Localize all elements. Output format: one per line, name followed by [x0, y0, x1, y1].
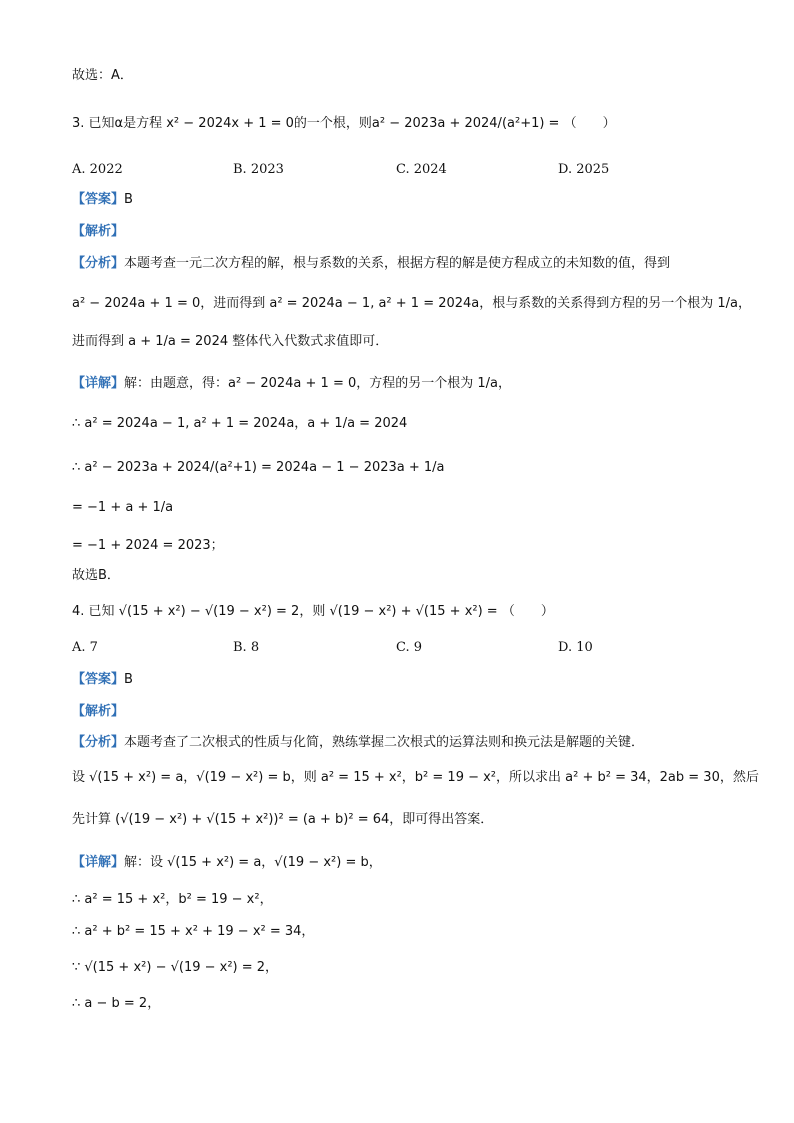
q3-detail-4: = −1 + a + 1/a — [72, 500, 174, 515]
q4-option-b: B. 8 — [233, 640, 260, 655]
q3-detail-3: ∴ a² − 2023a + 2024/(a²+1) = 2024a − 1 − 2023a + 1/a — [72, 460, 445, 475]
q3-fenxi-1 — [72, 254, 670, 274]
q3-stem: 3. 已知α是方程 x² − 2024x + 1 = 0的一个根，则a² − 2023a + 2024/(a²+1) = （ ） — [72, 116, 616, 131]
q3-fenxi-text-1: 本题考查一元二次方程的解，根与系数的关系，根据方程的解是使方程成立的未知数的值，得到 — [124, 256, 671, 271]
q3-answer-value: B — [124, 192, 133, 207]
q4-option-d: D. 10 — [558, 640, 593, 655]
q3-analysis-tag: 【解析】 — [72, 224, 125, 239]
q4-analysis-tag: 【解析】 — [72, 704, 125, 719]
q4-fenxi-2: 设 √(15 + x²) = a，√(19 − x²) = b，则 a² = 15 + x²，b² = 19 − x²，所以求出 a² + b² = 34，2ab = 30，然后 — [72, 770, 759, 785]
q3-answer-tag: 【答案】 — [72, 192, 125, 207]
q2-conclusion: 故选：A． — [72, 68, 133, 83]
q3-conclusion: 故选B． — [72, 568, 120, 583]
q4-detail-1 — [72, 853, 382, 873]
q4-option-a: A. 7 — [72, 640, 98, 655]
q4-fenxi-3: 先计算 (√(19 − x²) + √(15 + x²))² = (a + b)² = 64，即可得出答案． — [72, 812, 494, 827]
q4-answer-value: B — [124, 672, 133, 687]
q4-fenxi-tag: 【分析】 — [72, 735, 125, 750]
q3-answer-line — [72, 190, 133, 210]
q3-fenxi-tag: 【分析】 — [72, 256, 125, 271]
q3-detail-1 — [72, 374, 511, 394]
q4-answer-line — [72, 670, 133, 690]
q3-fenxi-3: 进而得到 a + 1/a = 2024 整体代入代数式求值即可． — [72, 334, 389, 349]
q4-stem: 4. 已知 √(15 + x²) − √(19 − x²) = 2，则 √(19 − x²) + √(15 + x²) = （ ） — [72, 604, 554, 619]
q3-option-a: A. 2022 — [72, 162, 123, 177]
q3-detail-text-1: 解：由题意，得：a² − 2024a + 1 = 0，方程的另一个根为 1/a， — [124, 376, 512, 391]
q4-detail-tag: 【详解】 — [72, 855, 125, 870]
q3-option-d: D. 2025 — [558, 162, 610, 177]
q3-fenxi-2: a² − 2024a + 1 = 0，进而得到 a² = 2024a − 1, a² + 1 = 2024a，根与系数的关系得到方程的另一个根为 1/a， — [72, 296, 752, 311]
q4-answer-tag: 【答案】 — [72, 672, 125, 687]
q3-option-c: C. 2024 — [396, 162, 447, 177]
q3-detail-2: ∴ a² = 2024a − 1, a² + 1 = 2024a，a + 1/a = 2024 — [72, 416, 408, 431]
q3-detail-tag: 【详解】 — [72, 376, 125, 391]
q3-detail-5: = −1 + 2024 = 2023； — [72, 538, 224, 553]
q4-detail-4: ∵ √(15 + x²) − √(19 − x²) = 2， — [72, 960, 279, 975]
q4-detail-3: ∴ a² + b² = 15 + x² + 19 − x² = 34， — [72, 924, 315, 939]
q4-detail-5: ∴ a − b = 2， — [72, 996, 161, 1011]
q4-fenxi-text-1: 本题考查了二次根式的性质与化简，熟练掌握二次根式的运算法则和换元法是解题的关键． — [124, 735, 645, 750]
q4-detail-text-1: 解：设 √(15 + x²) = a，√(19 − x²) = b， — [124, 855, 382, 870]
q4-detail-2: ∴ a² = 15 + x²，b² = 19 − x²， — [72, 892, 273, 907]
q3-option-b: B. 2023 — [233, 162, 284, 177]
q4-option-c: C. 9 — [396, 640, 423, 655]
q4-fenxi-1 — [72, 733, 644, 753]
